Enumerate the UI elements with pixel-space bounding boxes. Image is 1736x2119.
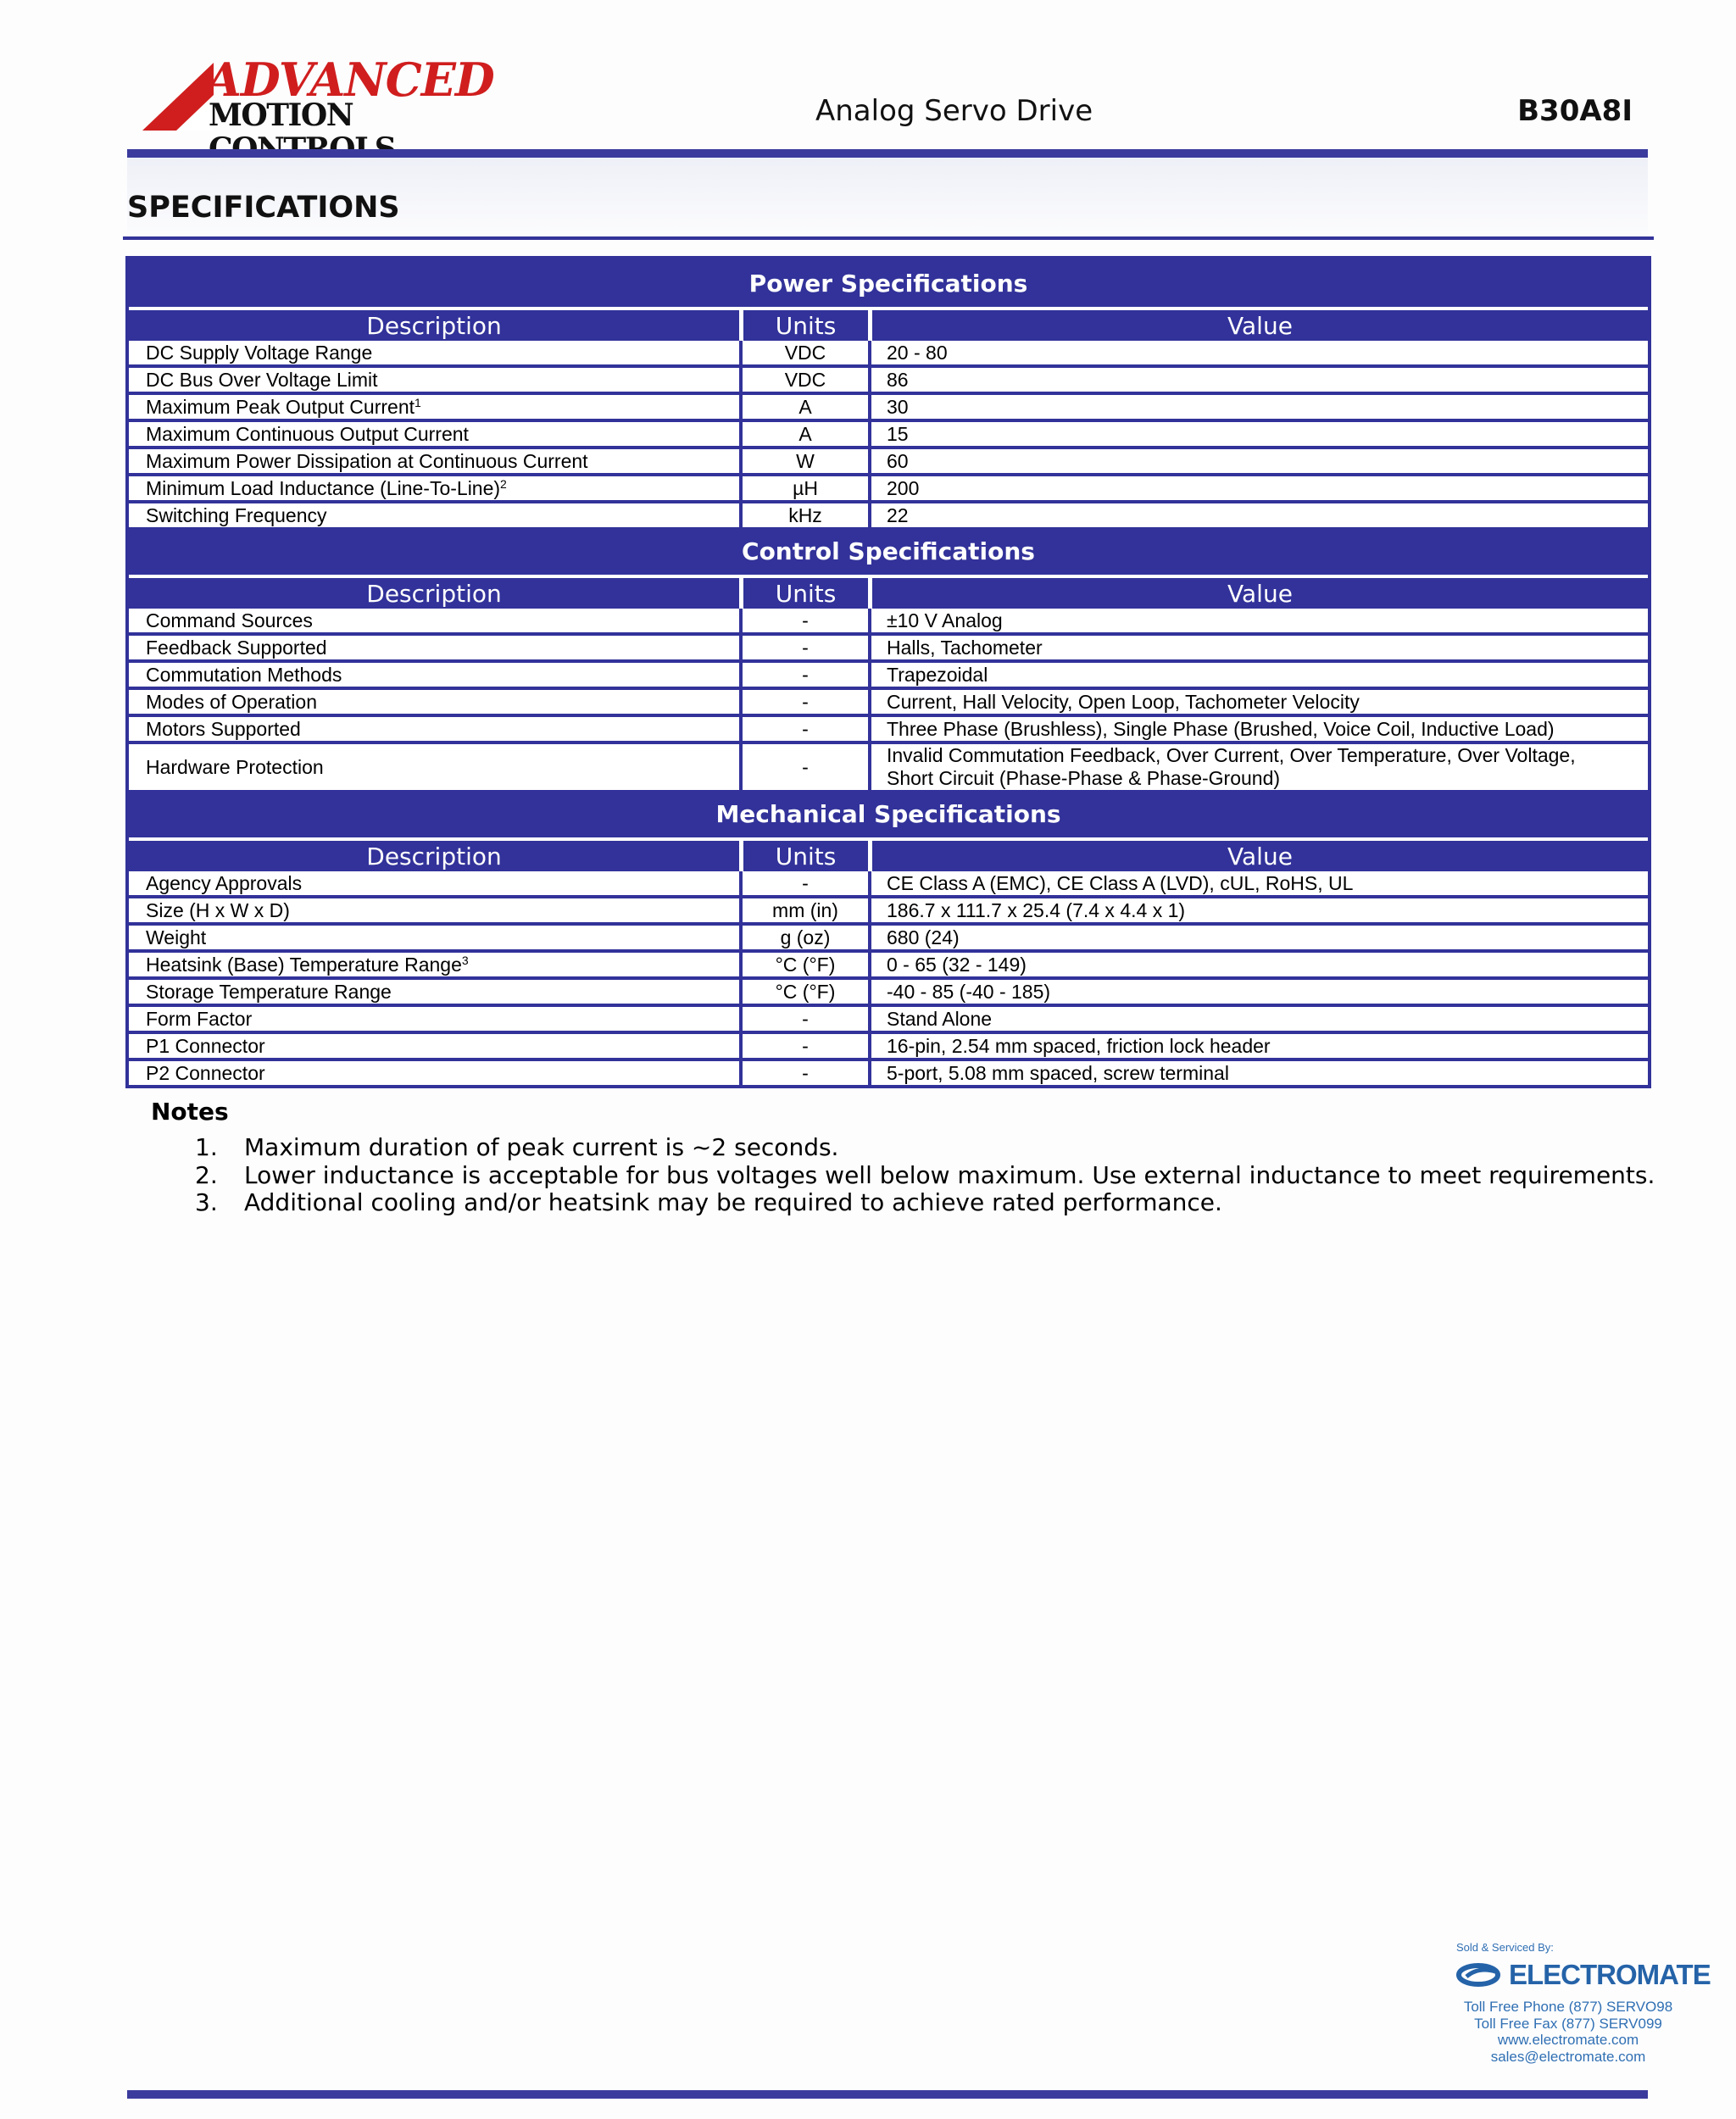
spec-value-text: CE Class A (EMC), CE Class A (LVD), cUL, RoHS, UL xyxy=(887,871,1354,894)
spec-value xyxy=(868,419,1648,446)
distributor-name: ELECTROMATE xyxy=(1509,1959,1711,1990)
spec-value-text: Invalid Commutation Feedback, Over Current, Over Temperature, Over Voltage, xyxy=(887,744,1576,766)
footer-divider xyxy=(127,2090,1648,2099)
spec-value-text: 200 xyxy=(887,476,920,499)
spec-description-text: Agency Approvals xyxy=(146,871,303,894)
spec-value xyxy=(868,364,1648,392)
spec-units: °C (°F) xyxy=(739,976,868,1004)
spec-value-text: 86 xyxy=(887,368,909,391)
spec-value xyxy=(868,741,1648,790)
spec-value xyxy=(868,1058,1648,1085)
spec-value xyxy=(868,687,1648,714)
spec-description-text: DC Bus Over Voltage Limit xyxy=(146,368,378,391)
website-link[interactable]: www.electromate.com xyxy=(1497,2032,1639,2048)
spec-description xyxy=(129,976,739,1004)
spec-value-text: 22 xyxy=(887,503,909,526)
spec-description-text: Hardware Protection xyxy=(146,755,324,778)
col-header-description: Description xyxy=(129,310,739,341)
spec-value xyxy=(868,922,1648,949)
document-title: Analog Servo Drive xyxy=(815,94,1093,128)
spec-value-text: 16-pin, 2.54 mm spaced, friction lock header xyxy=(887,1034,1271,1057)
spec-units: - xyxy=(739,687,868,714)
spec-description xyxy=(129,392,739,419)
spec-value xyxy=(868,659,1648,687)
spec-description xyxy=(129,687,739,714)
column-header-row xyxy=(129,310,1648,341)
table-row xyxy=(129,976,1648,1004)
table-row xyxy=(129,949,1648,976)
spec-description xyxy=(129,659,739,687)
spec-value-text-line2: Short Circuit (Phase-Phase & Phase-Ground) xyxy=(887,767,1281,789)
spec-description xyxy=(129,419,739,446)
table-row xyxy=(129,419,1648,446)
table-row xyxy=(129,341,1648,364)
spec-description-text: Size (H x W x D) xyxy=(146,898,290,921)
footnote-marker: 3 xyxy=(461,953,469,967)
spec-value xyxy=(868,632,1648,659)
spec-units: - xyxy=(739,609,868,632)
control-section-title: Control Specifications xyxy=(129,527,1648,578)
spec-description xyxy=(129,609,739,632)
spec-units: g (oz) xyxy=(739,922,868,949)
spec-description xyxy=(129,1031,739,1058)
footnote-marker: 2 xyxy=(500,476,507,491)
spec-units: - xyxy=(739,632,868,659)
power-section-title: Power Specifications xyxy=(129,259,1648,310)
spec-description-text: Feedback Supported xyxy=(146,636,327,659)
table-row xyxy=(129,364,1648,392)
power-section-header xyxy=(129,259,1648,310)
spec-value-text: Stand Alone xyxy=(887,1007,993,1030)
table-row xyxy=(129,741,1648,790)
spec-value xyxy=(868,473,1648,500)
spec-value xyxy=(868,895,1648,922)
col-header-value: Value xyxy=(868,310,1648,341)
table-row xyxy=(129,609,1648,632)
spec-value-text: 5-port, 5.08 mm spaced, screw terminal xyxy=(887,1061,1229,1084)
spec-value-text: 680 (24) xyxy=(887,926,960,948)
logo-wordmark-bottom: MOTION xyxy=(209,97,353,133)
spec-description-text: Weight xyxy=(146,926,207,948)
spec-units: mm (in) xyxy=(739,895,868,922)
spec-description-text: Switching Frequency xyxy=(146,503,327,526)
table-row xyxy=(129,922,1648,949)
note-number: 2. xyxy=(195,1160,218,1189)
control-section-header xyxy=(129,527,1648,578)
spec-description-text: Storage Temperature Range xyxy=(146,980,392,1003)
mechanical-section-header xyxy=(129,790,1648,841)
table-row xyxy=(129,1031,1648,1058)
spec-value xyxy=(868,609,1648,632)
spec-description xyxy=(129,341,739,364)
electromate-swoosh-icon xyxy=(1456,1961,1504,1988)
spec-units: A xyxy=(739,392,868,419)
col-header-units: Units xyxy=(739,578,868,609)
spec-value-text: 0 - 65 (32 - 149) xyxy=(887,953,1027,976)
table-row xyxy=(129,446,1648,473)
notes-list xyxy=(195,1134,1655,1217)
spec-units: - xyxy=(739,714,868,741)
spec-description-text: Minimum Load Inductance (Line-To-Line) xyxy=(146,476,501,499)
spec-description-text: Maximum Continuous Output Current xyxy=(146,422,469,445)
spec-value-text: 60 xyxy=(887,449,909,472)
spec-units: - xyxy=(739,1031,868,1058)
footnote-marker: 1 xyxy=(415,395,421,409)
note-item xyxy=(195,1134,1655,1162)
table-row xyxy=(129,500,1648,527)
spec-description xyxy=(129,364,739,392)
phone-text: Toll Free Phone (877) SERVO98 xyxy=(1463,1999,1673,2015)
table-row xyxy=(129,714,1648,741)
spec-description xyxy=(129,1004,739,1031)
spec-description-text: DC Supply Voltage Range xyxy=(146,341,373,364)
spec-description-text: Heatsink (Base) Temperature Range xyxy=(146,953,462,976)
table-row xyxy=(129,632,1648,659)
fax-text: Toll Free Fax (877) SERV099 xyxy=(1474,2015,1662,2032)
spec-value-text: Three Phase (Brushless), Single Phase (Brushed, Voice Coil, Inductive Load) xyxy=(887,717,1555,740)
header-divider xyxy=(127,149,1648,158)
notes-title: Notes xyxy=(151,1098,229,1126)
column-header-row xyxy=(129,841,1648,871)
note-text: Additional cooling and/or heatsink may be required to achieve rated performance. xyxy=(244,1188,1222,1216)
spec-description-text: P1 Connector xyxy=(146,1034,265,1057)
spec-units: °C (°F) xyxy=(739,949,868,976)
note-text: Lower inductance is acceptable for bus voltages well below maximum. Use external inductance to meet requirements. xyxy=(244,1160,1655,1189)
col-header-description: Description xyxy=(129,578,739,609)
spec-units: VDC xyxy=(739,364,868,392)
model-number: B30A8I xyxy=(1517,94,1633,128)
spec-description-text: Maximum Power Dissipation at Continuous Current xyxy=(146,449,588,472)
spec-description xyxy=(129,871,739,895)
sold-by-label: Sold & Serviced By: xyxy=(1456,1941,1554,1954)
spec-value xyxy=(868,976,1648,1004)
spec-description xyxy=(129,922,739,949)
table-row xyxy=(129,687,1648,714)
spec-value-text: Trapezoidal xyxy=(887,663,988,686)
spec-value-text: ±10 V Analog xyxy=(887,609,1003,631)
note-item xyxy=(195,1189,1655,1217)
spec-description-text: Form Factor xyxy=(146,1007,253,1030)
spec-description-text: Commutation Methods xyxy=(146,663,342,686)
note-number: 3. xyxy=(195,1188,218,1216)
spec-units: - xyxy=(739,1004,868,1031)
spec-units: - xyxy=(739,871,868,895)
spec-value xyxy=(868,871,1648,895)
table-row xyxy=(129,392,1648,419)
spec-units: - xyxy=(739,1058,868,1085)
spec-units: A xyxy=(739,419,868,446)
table-row xyxy=(129,659,1648,687)
spec-value xyxy=(868,1031,1648,1058)
spec-value-text: 15 xyxy=(887,422,909,445)
section-divider xyxy=(123,236,1654,240)
col-header-value: Value xyxy=(868,578,1648,609)
spec-description xyxy=(129,949,739,976)
spec-description-text: Motors Supported xyxy=(146,717,301,740)
spec-value xyxy=(868,714,1648,741)
spec-description xyxy=(129,1058,739,1085)
mechanical-section-title: Mechanical Specifications xyxy=(129,790,1648,841)
spec-description xyxy=(129,632,739,659)
table-row xyxy=(129,1058,1648,1085)
spec-description xyxy=(129,741,739,790)
table-row xyxy=(129,871,1648,895)
note-number: 1. xyxy=(195,1133,218,1161)
spec-description-text: P2 Connector xyxy=(146,1061,265,1084)
spec-description xyxy=(129,714,739,741)
specifications-table xyxy=(125,256,1651,1088)
note-text: Maximum duration of peak current is ~2 seconds. xyxy=(244,1133,839,1161)
spec-value xyxy=(868,949,1648,976)
spec-units: - xyxy=(739,741,868,790)
spec-value-text: 186.7 x 111.7 x 25.4 (7.4 x 4.4 x 1) xyxy=(887,898,1186,921)
spec-value-text: Halls, Tachometer xyxy=(887,636,1043,659)
col-header-value: Value xyxy=(868,841,1648,871)
table-row xyxy=(129,1004,1648,1031)
spec-value xyxy=(868,341,1648,364)
spec-value-text: Current, Hall Velocity, Open Loop, Tachometer Velocity xyxy=(887,690,1360,713)
spec-units: - xyxy=(739,659,868,687)
col-header-description: Description xyxy=(129,841,739,871)
spec-value-text: -40 - 85 (-40 - 185) xyxy=(887,980,1051,1003)
table-row xyxy=(129,895,1648,922)
spec-value xyxy=(868,1004,1648,1031)
spec-units: µH xyxy=(739,473,868,500)
email-link[interactable]: sales@electromate.com xyxy=(1490,2048,1646,2065)
spec-units: W xyxy=(739,446,868,473)
company-logo xyxy=(142,53,541,134)
spec-value-text: 30 xyxy=(887,395,909,418)
spec-description xyxy=(129,446,739,473)
spec-description xyxy=(129,895,739,922)
logo-wordmark-top: ADVANCED xyxy=(206,53,494,107)
spec-description xyxy=(129,500,739,527)
spec-value-text: 20 - 80 xyxy=(887,341,948,364)
spec-value xyxy=(868,500,1648,527)
col-header-units: Units xyxy=(739,310,868,341)
distributor-contact xyxy=(1441,1999,1695,2065)
spec-value xyxy=(868,392,1648,419)
section-title: SPECIFICATIONS xyxy=(127,191,400,225)
column-header-row xyxy=(129,578,1648,609)
spec-units: VDC xyxy=(739,341,868,364)
spec-description-text: Command Sources xyxy=(146,609,313,631)
spec-units: kHz xyxy=(739,500,868,527)
spec-description-text: Maximum Peak Output Current xyxy=(146,395,415,418)
note-item xyxy=(195,1162,1655,1190)
spec-description-text: Modes of Operation xyxy=(146,690,318,713)
spec-description xyxy=(129,473,739,500)
spec-value xyxy=(868,446,1648,473)
table-row xyxy=(129,473,1648,500)
col-header-units: Units xyxy=(739,841,868,871)
